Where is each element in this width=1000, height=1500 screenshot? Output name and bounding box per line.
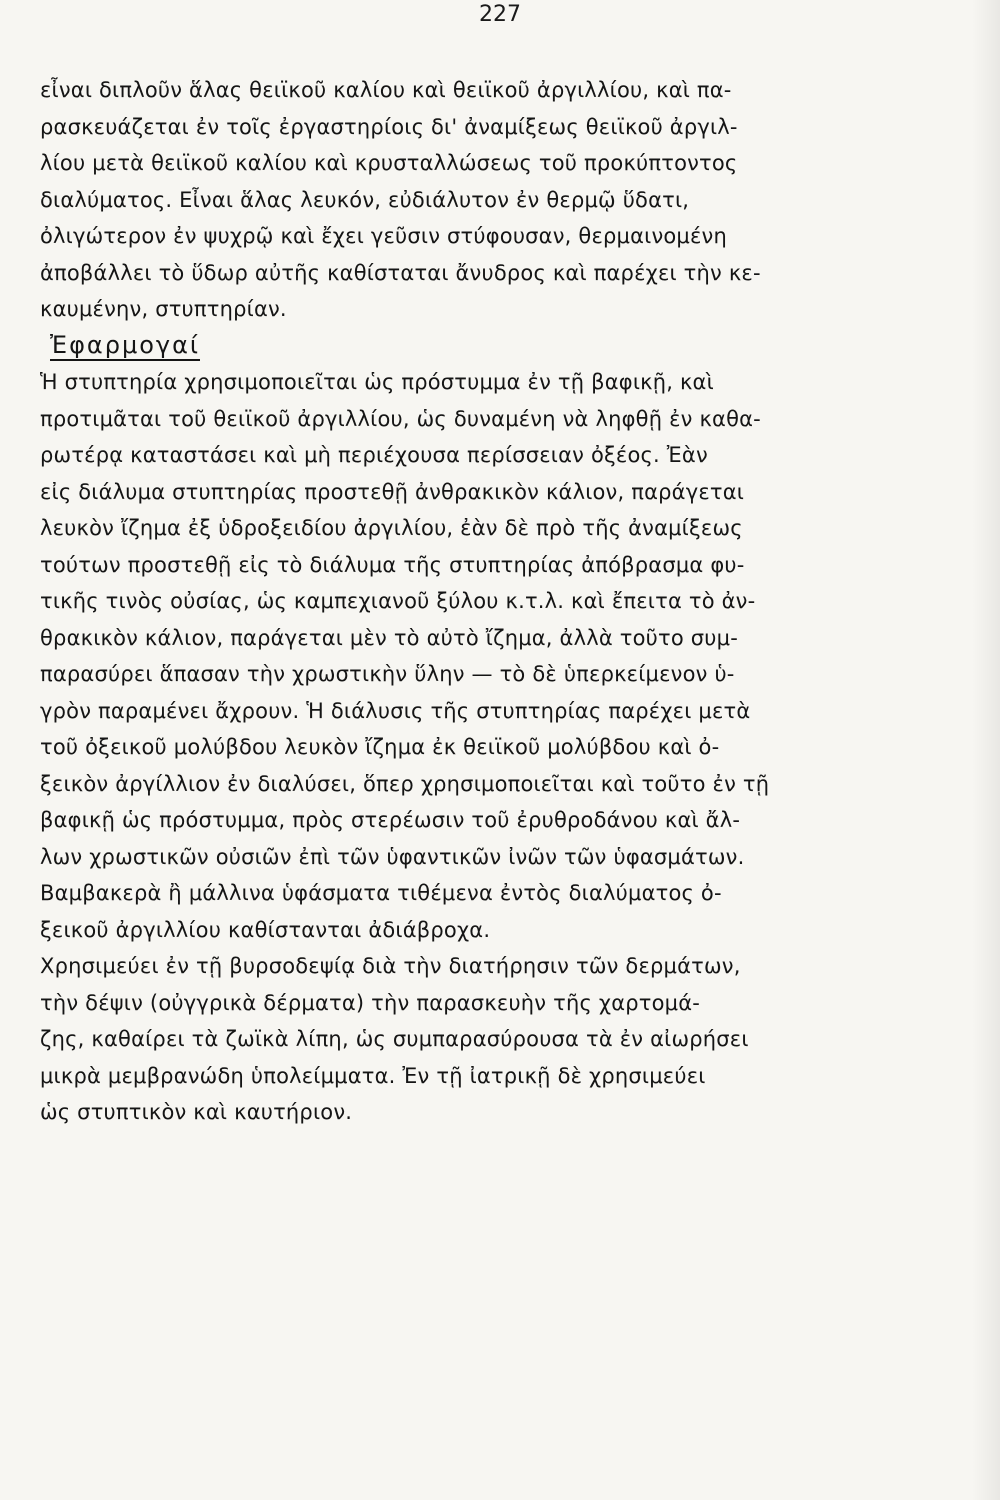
text-line: εἶναι διπλοῦν ἅλας θειϊκοῦ καλίου καὶ θειϊκοῦ ἀργιλλίου, καὶ πα- (40, 78, 732, 102)
section-heading: Ἐφαρμογαί (50, 330, 201, 359)
text-line: τὴν δέψιν (οὐγγρικὰ δέρματα) τὴν παρασκευὴν τῆς χαρτομά- (40, 990, 701, 1015)
paragraph-1 (40, 72, 960, 328)
page-edge-shadow (972, 0, 1000, 1500)
paragraph-2 (40, 364, 960, 948)
text-line: προτιμᾶται τοῦ θειϊκοῦ ἀργιλλίου, ὡς δυναμένη νὰ ληφθῇ ἐν καθα- (40, 406, 761, 431)
text-line: ξεικοῦ ἀργιλλίου καθίστανται ἀδιάβροχα. (40, 917, 491, 942)
text-line: λων χρωστικῶν οὐσιῶν ἐπὶ τῶν ὑφαντικῶν ἰνῶν τῶν ὑφασμάτων. (40, 844, 745, 869)
text-line: Βαμβακερὰ ἢ μάλλινα ὑφάσματα τιθέμενα ἐντὸς διαλύματος ὀ- (40, 881, 722, 905)
text-line: καυμένην, στυπτηρίαν. (40, 297, 287, 321)
text-line: ρωτέρᾳ καταστάσει καὶ μὴ περιέχουσα περίσσειαν ὀξέος. Ἐὰν (40, 443, 708, 467)
text-line: ρασκευάζεται ἐν τοῖς ἐργαστηρίοις δι' ἀναμίξεως θειϊκοῦ ἀργιλ- (40, 114, 738, 139)
text-line: εἰς διάλυμα στυπτηρίας προστεθῇ ἀνθρακικὸν κάλιον, παράγεται (40, 479, 745, 504)
text-line: ξεικὸν ἀργίλλιον ἐν διαλύσει, ὅπερ χρησιμοποιεῖται καὶ τοῦτο ἐν τῇ (40, 771, 770, 796)
text-line: διαλύματος. Εἶναι ἅλας λευκόν, εὐδιάλυτον ἐν θερμῷ ὕδατι, (40, 187, 690, 212)
text-line: Χρησιμεύει ἐν τῇ βυρσοδεψίᾳ διὰ τὴν διατήρησιν τῶν δερμάτων, (40, 954, 741, 978)
text-line: παρασύρει ἅπασαν τὴν χρωστικὴν ὕλην — τὸ δὲ ὑπερκείμενον ὑ- (40, 662, 735, 686)
section-heading-line (40, 328, 960, 365)
text-line: μικρὰ μεμβρανώδη ὑπολείμματα. Ἐν τῇ ἰατρικῇ δὲ χρησιμεύει (40, 1063, 706, 1088)
text-line: βαφικῇ ὡς πρόστυμμα, πρὸς στερέωσιν τοῦ ἐρυθροδάνου καὶ ἄλ- (40, 808, 741, 832)
page-number: 227 (479, 2, 521, 27)
text-line: γρὸν παραμένει ἄχρουν. Ἡ διάλυσις τῆς στυπτηρίας παρέχει μετὰ (40, 698, 751, 723)
text-line: λίου μετὰ θειϊκοῦ καλίου καὶ κρυσταλλώσεως τοῦ προκύπτοντος (40, 151, 738, 175)
text-line: Ἡ στυπτηρία χρησιμοποιεῖται ὡς πρόστυμμα ἐν τῇ βαφικῇ, καὶ (40, 370, 714, 394)
body-text (40, 72, 960, 1131)
text-line: ὡς στυπτικὸν καὶ καυτήριον. (40, 1100, 353, 1124)
text-line: λευκὸν ἴζημα ἐξ ὑδροξειδίου ἀργιλίου, ἐὰν δὲ πρὸ τῆς ἀναμίξεως (40, 516, 743, 540)
text-line: ἀποβάλλει τὸ ὕδωρ αὐτῆς καθίσταται ἄνυδρος καὶ παρέχει τὴν κε- (40, 260, 761, 285)
paragraph-3 (40, 948, 960, 1131)
text-line: θρακικὸν κάλιον, παράγεται μὲν τὸ αὐτὸ ἴζημα, ἀλλὰ τοῦτο συμ- (40, 625, 738, 650)
text-line: τικῆς τινὸς οὐσίας, ὡς καμπεχιανοῦ ξύλου κ.τ.λ. καὶ ἔπειτα τὸ ἀν- (40, 589, 756, 613)
text-line: ζης, καθαίρει τὰ ζωϊκὰ λίπη, ὡς συμπαρασύρουσα τὰ ἐν αἰωρήσει (40, 1027, 749, 1051)
text-line: τοῦ ὀξεικοῦ μολύβδου λευκὸν ἴζημα ἐκ θειϊκοῦ μολύβδου καὶ ὀ- (40, 735, 720, 759)
text-line: τούτων προστεθῇ εἰς τὸ διάλυμα τῆς στυπτηρίας ἀπόβρασμα φυ- (40, 552, 745, 577)
text-line: ὀλιγώτερον ἐν ψυχρῷ καὶ ἔχει γεῦσιν στύφουσαν, θερμαινομένη (40, 224, 727, 248)
